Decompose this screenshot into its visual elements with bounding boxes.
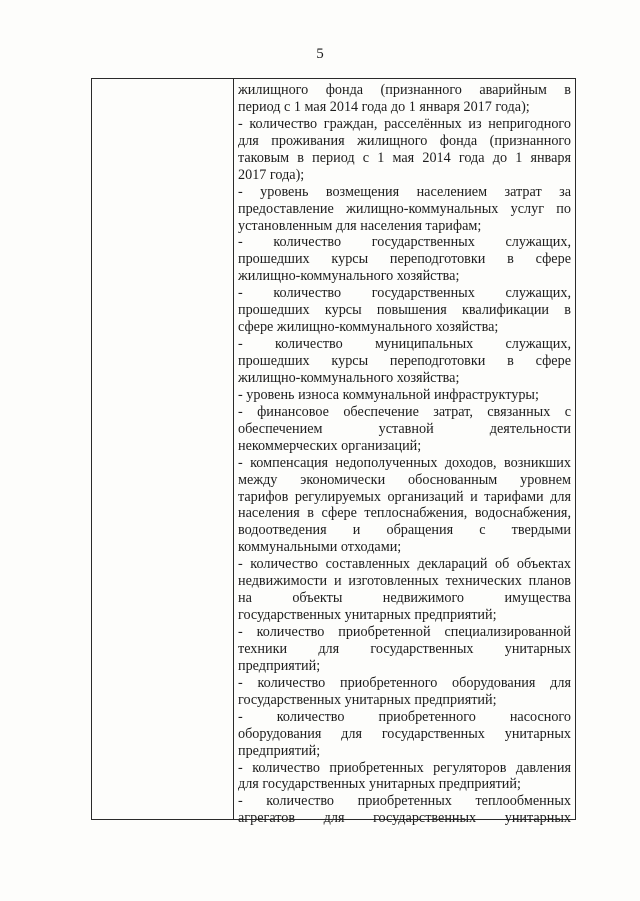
text-line: тарифов регулируемых организаций и тарифами для — [238, 488, 571, 505]
text-line: жилищно-коммунального хозяйства; — [238, 369, 460, 386]
text-line: между экономически обоснованным уровнем — [238, 471, 571, 488]
text-line: жилищно-коммунального хозяйства; — [238, 268, 460, 285]
text-line: населения в сфере теплоснабжения, водоснабжения, — [238, 505, 571, 522]
text-line: - количество приобретенных регуляторов давления — [238, 759, 571, 776]
text-line: оборудования для государственных унитарных — [238, 725, 571, 742]
text-line: государственных унитарных предприятий; — [238, 691, 497, 708]
text-line: - количество приобретенной специализированной — [238, 624, 571, 640]
text-line: некоммерческих организаций; — [238, 437, 422, 454]
text-line: водоотведения и обращения с твердыми — [238, 522, 571, 539]
text-line: установленным для населения тарифам; — [238, 217, 482, 234]
text-line: коммунальными отходами; — [238, 539, 402, 556]
text-line: агрегатов для государственных унитарных — [238, 810, 571, 827]
text-line: государственных унитарных предприятий; — [238, 607, 497, 624]
text-line: прошедших курсы переподготовки в сфере — [238, 353, 571, 369]
text-line: сфере жилищно-коммунального хозяйства; — [238, 319, 499, 336]
text-line: недвижимости и изготовленных технических планов — [238, 573, 571, 590]
text-line: период с 1 мая 2014 года до 1 января 2017 года); — [238, 98, 530, 115]
text-line: предоставление жилищно-коммунальных услуг по — [238, 200, 571, 217]
text-line: - компенсация недополученных доходов, возникших — [238, 454, 571, 471]
text-line: предприятий; — [238, 742, 321, 759]
page-number: 5 — [316, 46, 324, 62]
text-line: на объекты недвижимого имущества — [238, 590, 571, 607]
text-line: для проживания жилищного фонда (признанного — [238, 132, 571, 149]
text-line: жилищного фонда (признанного аварийным в — [238, 82, 571, 98]
text-line: обеспечением уставной деятельности — [238, 420, 571, 437]
text-line: таковым в период с 1 мая 2014 года до 1 января — [238, 149, 571, 166]
text-line: предприятий; — [238, 657, 321, 674]
text-line: - количество приобретенных теплообменных — [238, 793, 571, 810]
text-line: техники для государственных унитарных — [238, 640, 571, 657]
text-line: - количество государственных служащих, — [238, 234, 571, 251]
document-table — [91, 78, 576, 827]
column-divider — [233, 79, 234, 819]
text-line: - количество государственных служащих, — [238, 285, 571, 302]
text-line: прошедших курсы повышения квалификации в — [238, 302, 571, 319]
text-line: - количество приобретенного оборудования для — [238, 674, 571, 691]
text-line: - количество составленных деклараций об объектах — [238, 556, 571, 573]
text-line: для государственных унитарных предприятий; — [238, 776, 521, 793]
right-column-cell — [238, 82, 571, 827]
text-line: 2017 года); — [238, 166, 305, 183]
text-line: - уровень возмещения населением затрат за — [238, 183, 571, 200]
text-line: - уровень износа коммунальной инфраструктуры; — [238, 386, 539, 403]
text-line: - количество муниципальных служащих, — [238, 336, 571, 353]
text-line: - количество граждан, расселённых из непригодного — [238, 115, 571, 132]
text-line: - количество приобретенного насосного — [238, 708, 571, 725]
text-line: - финансовое обеспечение затрат, связанных с — [238, 403, 571, 420]
text-line: прошедших курсы переподготовки в сфере — [238, 251, 571, 268]
